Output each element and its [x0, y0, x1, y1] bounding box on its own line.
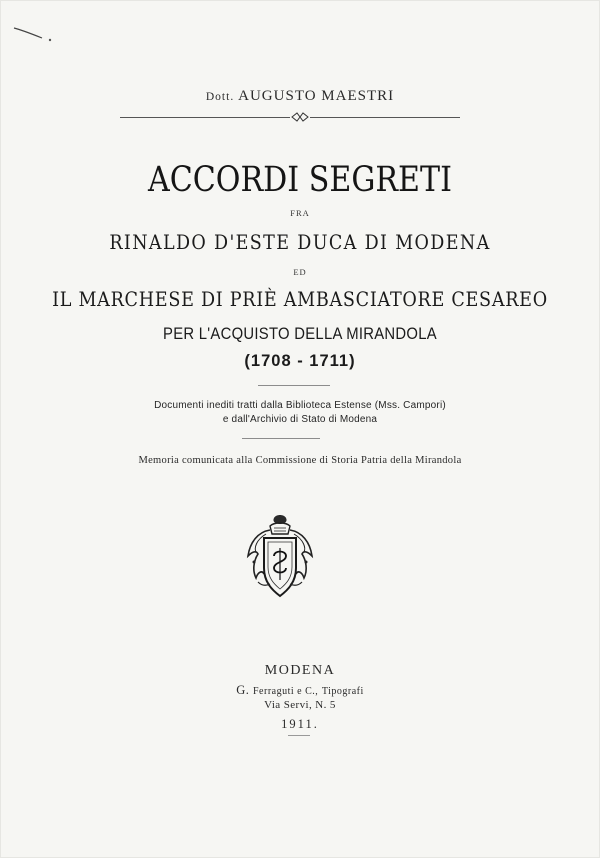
- date-range: (1708 - 1711): [244, 352, 356, 370]
- documents-note-line-1: Documenti inediti tratti dalla Biblioteca Estense (Mss. Campori): [154, 400, 446, 411]
- rule-ornament-icon: [290, 111, 310, 123]
- printer-address: Via Servi, N. 5: [264, 699, 336, 711]
- coat-of-arms-icon: [244, 512, 316, 602]
- memoria-note: Memoria comunicata alla Commissione di Storia Patria della Mirandola: [138, 455, 462, 466]
- divider-rule: [258, 385, 330, 386]
- publication-year: 1911.: [281, 717, 319, 731]
- author-name: AUGUSTO MAESTRI: [238, 88, 395, 104]
- publication-city: MODENA: [264, 663, 336, 678]
- printer-initial: G.: [236, 683, 250, 697]
- author-prefix: Dott.: [205, 91, 235, 103]
- book-title: ACCORDI SEGRETI: [148, 160, 452, 200]
- printer-role: Tipografi: [321, 686, 364, 697]
- ink-smudge-mark: [12, 24, 54, 42]
- subtitle-line-2: IL MARCHESE DI PRIÈ AMBASCIATORE CESAREO: [52, 287, 548, 311]
- year-rule: [288, 735, 310, 736]
- documents-note-line-2: e dall'Archivio di Stato di Modena: [222, 414, 378, 425]
- printer-line: [0, 683, 600, 698]
- divider-rule: [242, 438, 320, 439]
- conjunction-fra: FRA: [290, 208, 310, 218]
- printer-name: Ferraguti e C.,: [252, 686, 319, 697]
- subtitle-line-1: RINALDO D'ESTE DUCA DI MODENA: [109, 231, 491, 254]
- conjunction-ed: ED: [293, 267, 307, 277]
- author-line: [0, 88, 600, 105]
- subtitle-line-3: PER L'ACQUISTO DELLA MIRANDOLA: [163, 325, 437, 343]
